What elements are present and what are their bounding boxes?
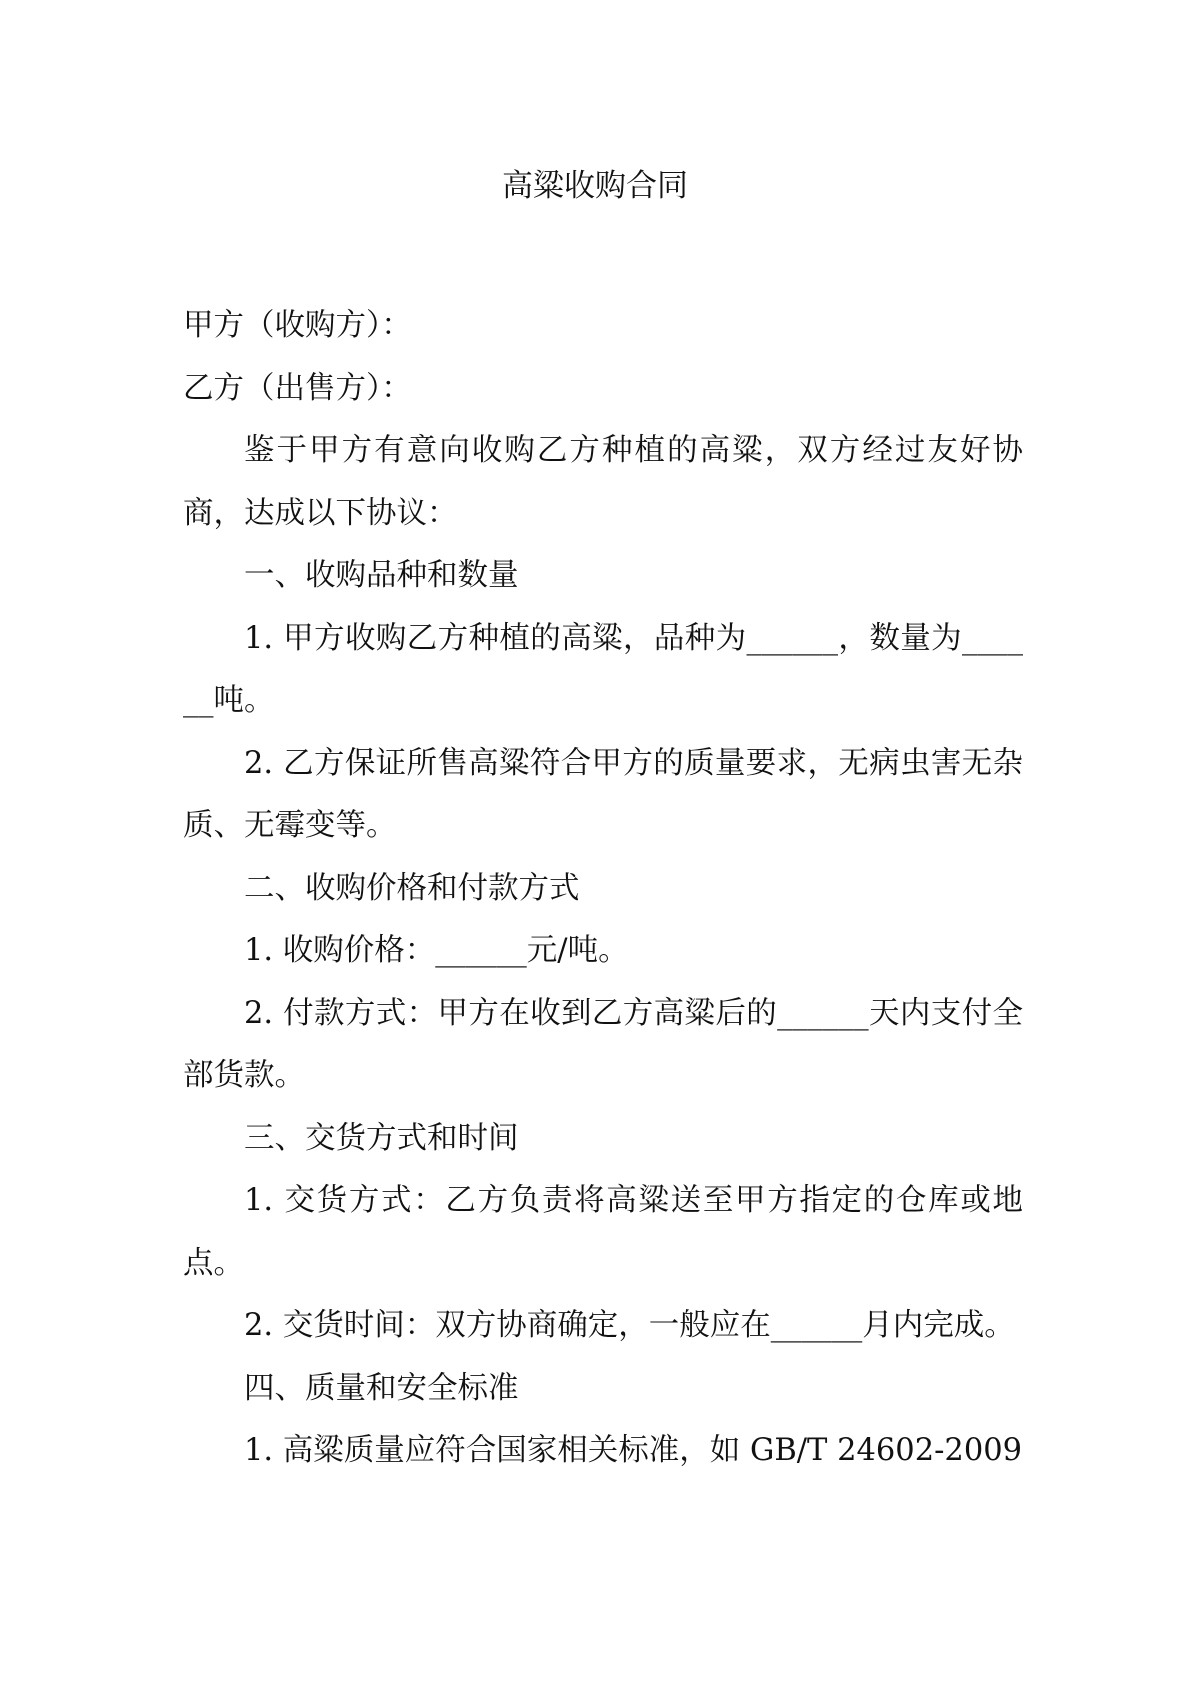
clause-delivery-time: 2. 交货时间：双方协商确定，一般应在______月内完成。 xyxy=(244,1308,1015,1343)
clause-purchase-price: 1. 收购价格：______元/吨。 xyxy=(244,933,629,968)
party-a-line: 甲方（收购方）： xyxy=(183,308,412,343)
document-title: 高粱收购合同 xyxy=(502,168,688,204)
clause-variety-quantity: 1. 甲方收购乙方种植的高粱，品种为______，数量为______吨。 xyxy=(183,620,1023,718)
section-heading-variety-quantity: 一、收购品种和数量 xyxy=(244,558,519,593)
clause-payment-method: 2. 付款方式：甲方在收到乙方高粱后的______天内支付全部货款。 xyxy=(183,995,1023,1093)
clause-delivery-method: 1. 交货方式：乙方负责将高粱送至甲方指定的仓库或地点。 xyxy=(183,1183,1023,1281)
preamble-paragraph: 鉴于甲方有意向收购乙方种植的高粱，双方经过友好协商，达成以下协议： xyxy=(183,433,1023,531)
section-heading-delivery: 三、交货方式和时间 xyxy=(244,1120,519,1156)
clause-quality-guarantee: 2. 乙方保证所售高粱符合甲方的质量要求，无病虫害无杂质、无霉变等。 xyxy=(183,745,1023,843)
section-heading-quality-safety: 四、质量和安全标准 xyxy=(244,1370,519,1406)
party-b-line: 乙方（出售方）： xyxy=(183,370,412,406)
document-body xyxy=(183,295,1023,1483)
section-heading-price-payment: 二、收购价格和付款方式 xyxy=(244,870,580,906)
clause-quality-standard: 1. 高粱质量应符合国家相关标准，如 GB/T 24602-2009 xyxy=(244,1433,1023,1468)
